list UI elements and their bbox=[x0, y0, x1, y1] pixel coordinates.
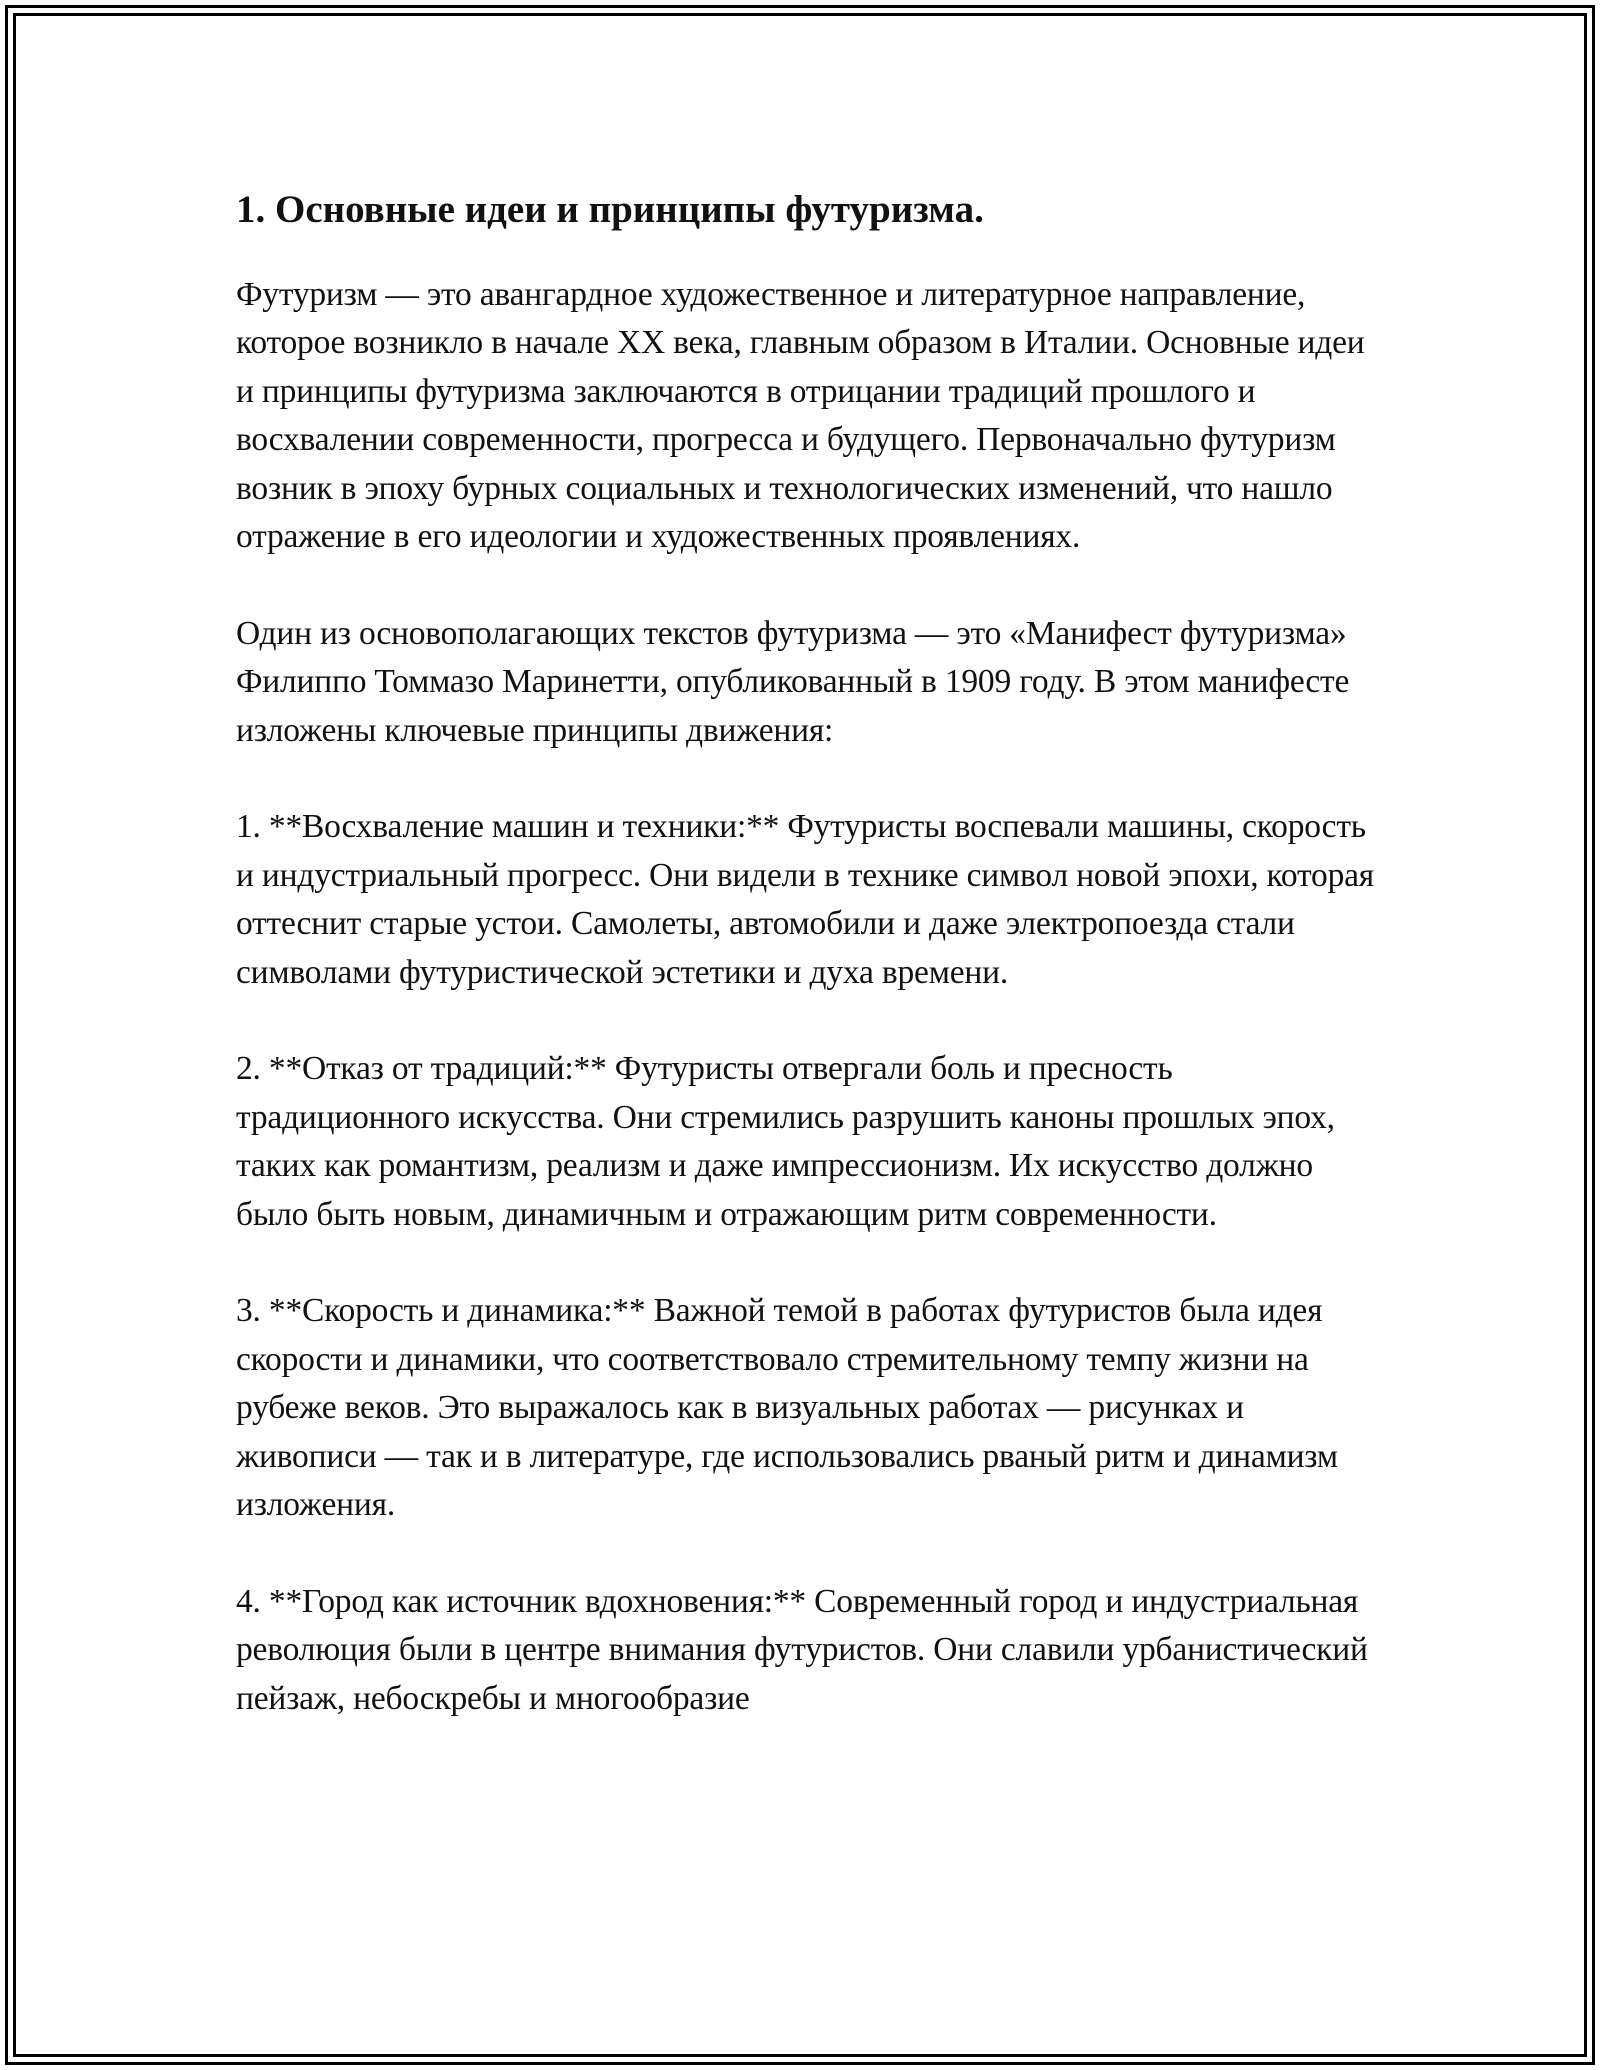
document-title: 1. Основные идеи и принципы футуризма. bbox=[236, 188, 984, 231]
paragraph-intro: Футуризм — это авангардное художественное и литературное направление, которое возникло в начале XX века, главным образом в Италии. Основные идеи и принципы футуризма заключаются в отрицании традиций прошлого и восхвалении современности, прогресса и будущего. Первоначально футуризм возник в эпоху бурных социальных и технологических изменений, что нашло отражение в его идеологии и художественных проявлениях. bbox=[236, 275, 1365, 556]
paragraph-manifesto: Один из основополагающих текстов футуризма — это «Манифест футуризма» Филиппо Томмазо Маринетти, опубликованный в 1909 году. В этом манифесте изложены ключевые принципы движения: bbox=[236, 614, 1350, 749]
paragraph-principle-1: 1. **Восхваление машин и техники:** Футуристы воспевали машины, скорость и индустриальный прогресс. Они видели в технике символ новой эпохи, которая оттеснит старые устои. Самолеты, автомобили и даже электропоезда стали символами футуристической эстетики и духа времени. bbox=[236, 808, 1375, 991]
paragraph-principle-3: 3. **Скорость и динамика:** Важной темой в работах футуристов была идея скорости и динамики, что соответствовало стремительному темпу жизни на рубеже веков. Это выражалось как в визуальных работах — рисунках и живописи — так и в литературе, где использовались рваный ритм и динамизм изложения. bbox=[236, 1292, 1338, 1524]
document-page bbox=[236, 186, 1376, 1771]
paragraph-principle-2: 2. **Отказ от традиций:** Футуристы отвергали боль и пресность традиционного искусства. Они стремились разрушить каноны прошлых эпох, таких как романтизм, реализм и даже импрессионизм. Их искусство должно было быть новым, динамичным и отражающим ритм современности. bbox=[236, 1050, 1335, 1233]
paragraph-principle-4: 4. **Город как источник вдохновения:** Современный город и индустриальная революция были в центре внимания футуристов. Они славили урбанистический пейзаж, небоскребы и многообразие bbox=[236, 1582, 1368, 1717]
